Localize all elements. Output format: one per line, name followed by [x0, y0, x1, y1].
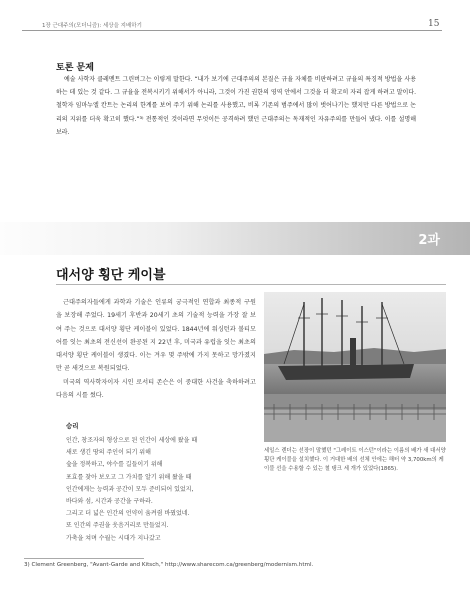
ship-photo	[264, 292, 446, 442]
footnote-rule	[24, 558, 144, 559]
footnote: 3) Clement Greenberg, "Avant-Garde and Kitsch," http://www.sharecom.ca/greenberg/modernism.html.	[24, 562, 314, 568]
page-number: 15	[428, 19, 440, 29]
poem	[66, 435, 256, 545]
poem-line: 새로 생긴 땅의 주인이 되기 위해	[66, 449, 151, 457]
header-rule	[22, 30, 442, 31]
poem-title: 승리	[66, 422, 79, 430]
poem-line: 인간, 창조자의 형상으로 된 인간이 세상에 왔을 때	[66, 437, 198, 444]
section-title: 대서양 횡단 케이블	[56, 268, 166, 283]
running-title: 1장 근대주의(모더니즘): 세상을 지배하기	[42, 23, 142, 29]
body-paragraph-1: 근대주의자들에게 과학과 기술은 인류의 궁극적인 연합과 최종적 구원을 보장해 주었다. 19세기 후반과 20세기 초의 기술적 능력을 가장 잘 보여 주는 것으로 대서양 횡단 케이블이 있었다. 1844년에 워싱턴과 볼티모어를 잇는 최초의 전신선이 완공된 지 22년 후, 미국과 유럽을 잇는 최초의 대서양 횡단 케이블이 생겼다. 이는 겨우 몇 주밖에 가지 못하고 망가졌지만 곧 새것으로 복원되었다.	[56, 299, 256, 373]
chapter-label: 2과	[418, 233, 440, 248]
photo-caption: 세일스 렌더는 선장이 말했던 "그레이트 이스턴"이라는 이름의 배가 새 대서양 횡단 케이블을 설치했다. 이 거대한 배의 선체 안에는 해터 약 3,700km의 케이블 선을 수용할 수 있는 철 탱크 세 개가 있었다(1865).	[264, 448, 446, 472]
poem-line: 그리고 더 넓은 인간의 언약이 움켜쥠 바꿨었네.	[66, 510, 190, 518]
chapter-band	[0, 222, 470, 255]
body-paragraph-2: 미국의 역사학자이자 시인 로서티 존슨은 이 중대한 사건을 축하하려고 다음의 시를 썼다.	[56, 379, 256, 400]
poem-line: 숲을 정복하고, 야수를 길들이기 위해	[66, 461, 163, 469]
section-rule	[56, 284, 446, 285]
poem-line: 바다와 섬, 시간과 공간을 구하라.	[66, 498, 153, 506]
discussion-text: 예술 사학자 클레멘트 그린버그는 이렇게 말한다. “내가 보기에 근대주의의 본질은 규율 자체를 비판하려고 규율의 특징적 방법을 사용하는 데 있는 것 같다. 그 규율을 전복시키기 위해서가 아니라, 그것이 가진 권한의 영역 안에서 그것을 더 확고히 자리 잡게 하려고 말이다. 철학자 임마누엘 칸트는 논리의 한계를 보여 주기 위해 논리를 사용했고, 비록 기존의 범주에서 많이 벗어나기는 했지만 다른 방법으로 논리의 지위를 더욱 확고히 했다.”³⁾ 전통적인 것이라면 무엇이든 공격하려 했던 근대주의는 독재적인 자유주의를 만들어 냈다. 이를 설명해 보라.	[56, 76, 416, 136]
poem-line: 포효를 찾아 보오고 그 가치를 알기 위해 왔을 때	[66, 473, 192, 481]
poem-line: 가축을 쳐며 수월는 시대가 지나갔고	[66, 534, 161, 542]
poem-line: 또 인간의 주권을 웃음거리로 만들었지.	[66, 522, 169, 530]
poem-line: 인간에게는 능력과 공간이 모두 준비되어 있었지,	[66, 485, 194, 493]
discussion-heading: 토론 문제	[56, 63, 94, 73]
